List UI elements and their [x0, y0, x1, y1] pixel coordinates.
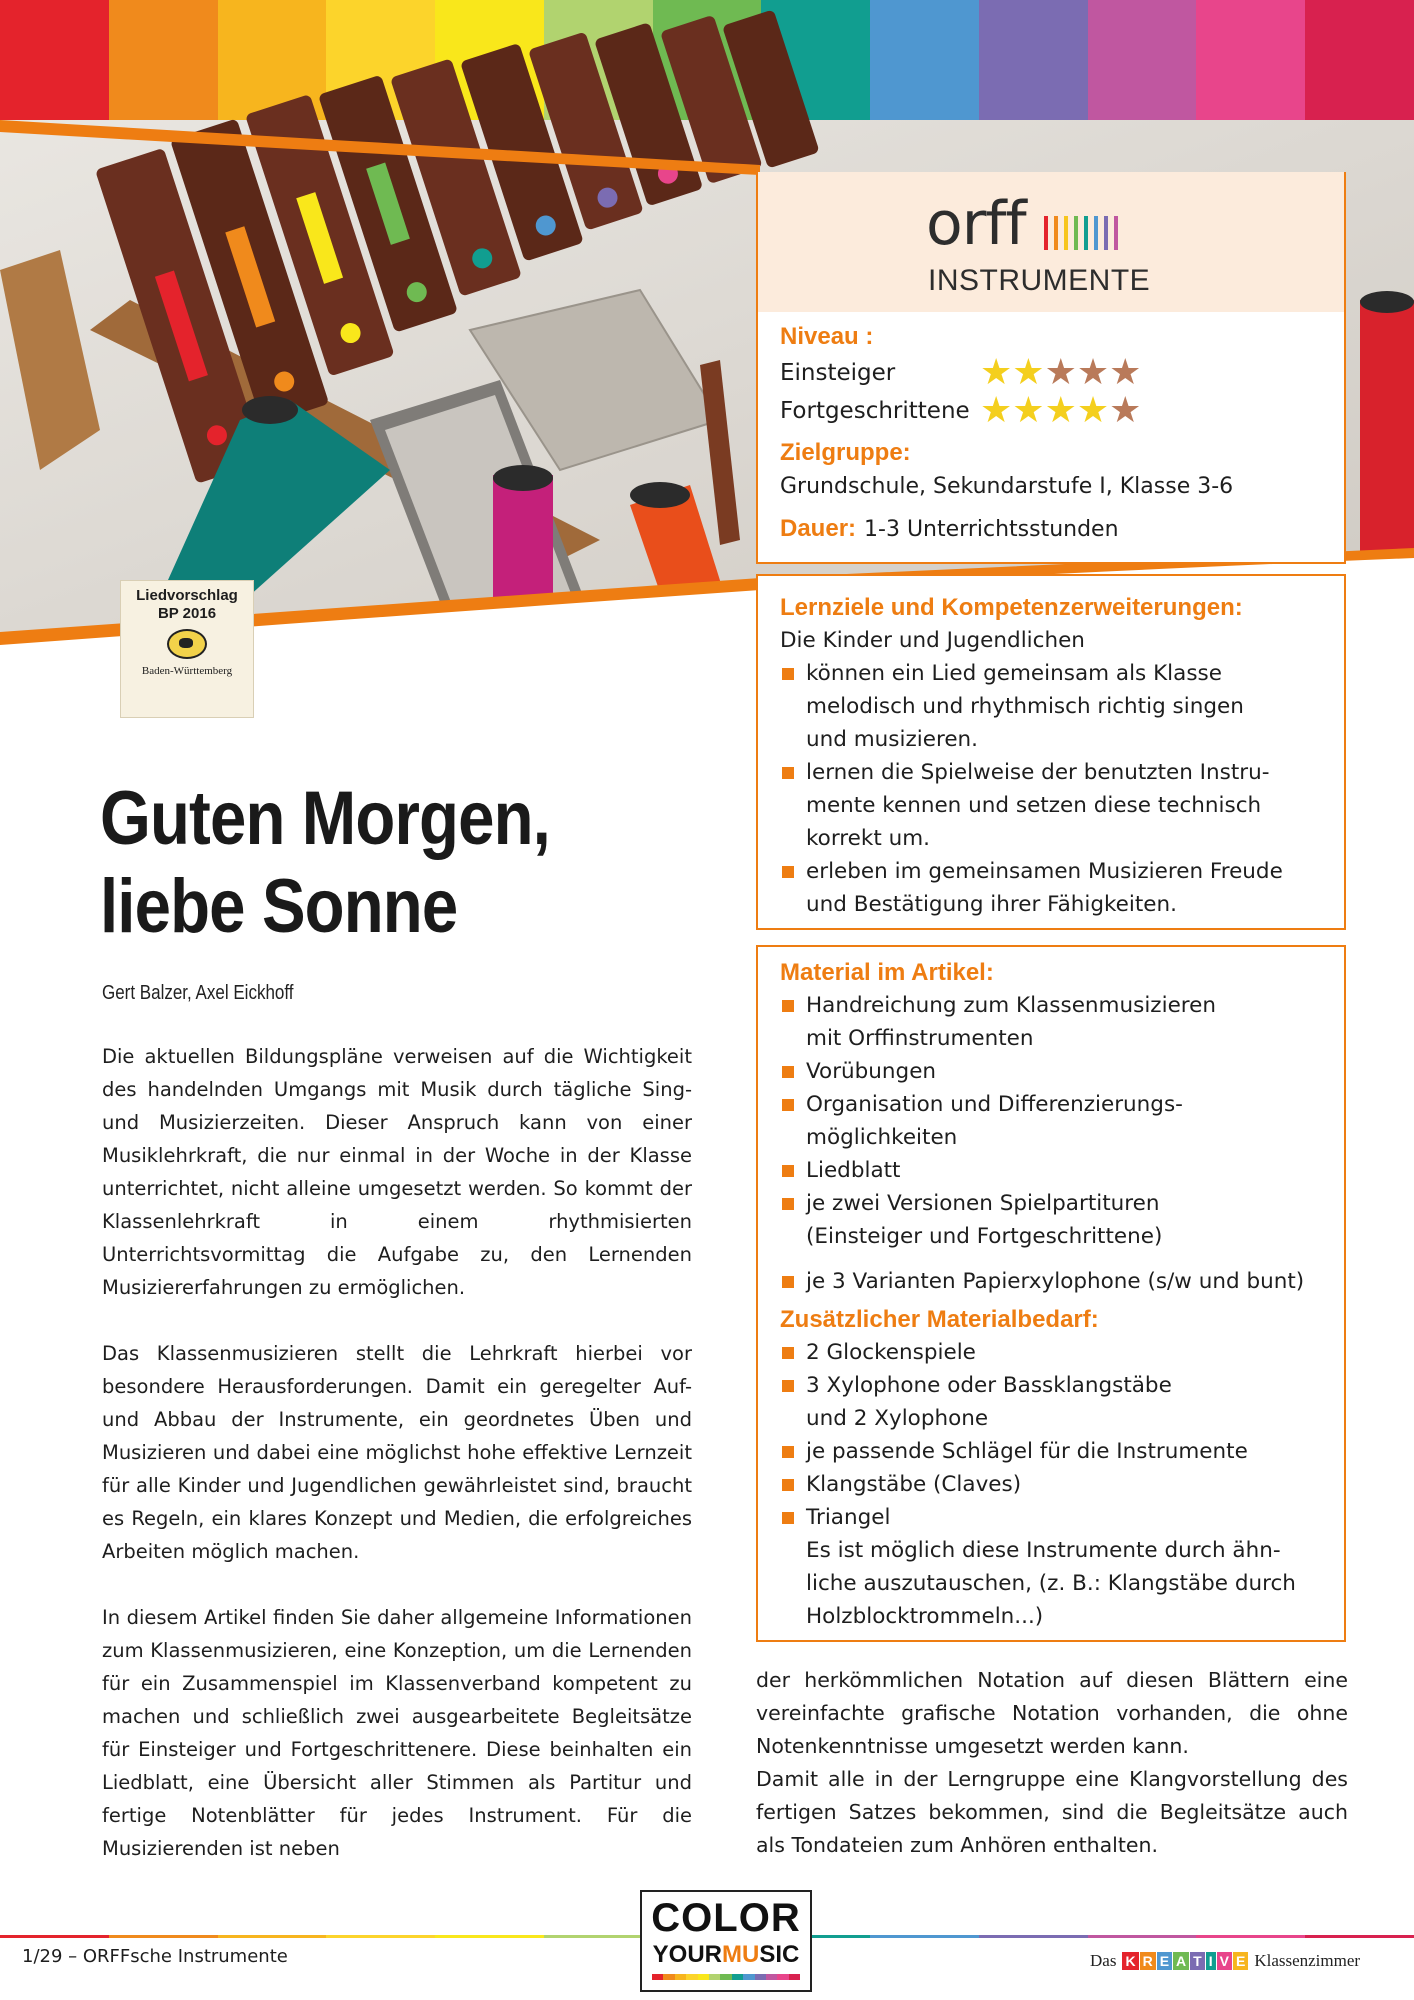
brand-line-2 [642, 1940, 810, 1970]
goals-panel [756, 574, 1346, 930]
material-title: Material im Artikel: [780, 959, 994, 986]
kz-suffix: Klassenzimmer [1254, 1951, 1361, 1970]
seal-line-1: Liedvorschlag [136, 587, 238, 604]
list-item: 3 Xylophone oder Bassklangstäbe und 2 Xylophone [780, 1369, 1322, 1435]
list-item: je zwei Versionen Spielpartituren (Einsteiger und Fortgeschrittene) [780, 1187, 1322, 1253]
body-paragraph: Das Klassenmusizieren stellt die Lehrkraft hierbei vor besondere Herausforderungen. Damit ein geregelter Auf- und Abbau der Instrumente, ein geordnetes Üben und Musizieren und dabei eine möglichst hohe effektive Lernzeit für alle Kinder und Jugendlichen gewährleistet sind, braucht es Regeln, ein klares Konzept und Medien, die erfolgreiches Arbeiten möglich machen. [102, 1342, 692, 1563]
kz-word [1122, 1952, 1248, 1970]
level-list [780, 354, 1322, 430]
list-item: Vorübungen [780, 1055, 1322, 1088]
rainbow-segment [109, 1935, 218, 1938]
brand-line-1: COLOR [651, 1896, 801, 1940]
kz-prefix: Das [1090, 1951, 1117, 1970]
logo-bar [1084, 216, 1088, 250]
goals-intro: Die Kinder und Jugendlichen [780, 628, 1085, 653]
list-item: Handreichung zum Klassenmusizieren mit Orffinstrumenten [780, 989, 1322, 1055]
kz-letter: V [1217, 1952, 1232, 1970]
rainbow-segment [326, 1935, 435, 1938]
extra-material-title: Zusätzlicher Materialbedarf: [780, 1306, 1099, 1333]
goals-list [780, 657, 1322, 921]
logo-main: orff [926, 189, 1026, 259]
extra-material-list [780, 1336, 1322, 1633]
level-name: Einsteiger [780, 360, 896, 386]
body-paragraph: Damit alle in der Lerngruppe eine Klangvorstellung des fertigen Satzes bekommen, sind die Begleitsätze auch als Tondateien zum Anhören enthalten. [756, 1767, 1348, 1857]
logo-bar [1104, 216, 1108, 250]
red-tube-right [1360, 291, 1414, 570]
rainbow-segment [789, 1974, 800, 1980]
rainbow-segment [777, 1974, 788, 1980]
list-item: je 3 Varianten Papierxylophone (s/w und bunt) [780, 1265, 1322, 1298]
list-item: können ein Lied gemeinsam als Klasse melodisch und rhythmisch richtig singen und musizieren. [780, 657, 1322, 756]
rainbow-segment [435, 1935, 544, 1938]
rainbow-segment [979, 1935, 1088, 1938]
rainbow-segment [1196, 1935, 1305, 1938]
material-panel [756, 945, 1346, 1642]
goals-title: Lernziele und Kompetenzerweiterungen: [780, 594, 1243, 621]
rainbow-segment [755, 1974, 766, 1980]
page-footer: 1/29 – ORFFsche Instrumente [22, 1946, 288, 1967]
kz-letter: K [1122, 1952, 1138, 1970]
level-row [780, 392, 1322, 430]
rainbow-segment [720, 1974, 731, 1980]
rainbow-segment [0, 1935, 109, 1938]
rainbow-segment [1305, 1935, 1414, 1938]
star-icon: ★ [980, 352, 1013, 393]
kz-letter: I [1206, 1952, 1216, 1970]
logo-bars-icon [1044, 216, 1118, 250]
list-item: Triangel Es ist möglich diese Instrumente durch ähn- liche auszutauschen, (z. B.: Klangstäbe durch Holzblocktrommeln...) [780, 1501, 1322, 1633]
star-rating [980, 352, 1142, 393]
kz-letter: R [1140, 1952, 1156, 1970]
zielgruppe-label: Zielgruppe: [780, 439, 911, 466]
rainbow-segment [743, 1974, 754, 1980]
brand-your: YOUR [652, 1941, 722, 1968]
seal-caption: Baden-Württemberg [141, 665, 233, 677]
logo-bar [1094, 216, 1098, 250]
kz-letter: E [1157, 1952, 1172, 1970]
logo-bar [1114, 216, 1118, 250]
list-item: Organisation und Differenzierungs- möglichkeiten [780, 1088, 1322, 1154]
level-name: Fortgeschrittene [780, 398, 970, 424]
info-panel [756, 172, 1346, 564]
dauer-value: 1-3 Unterrichtsstunden [864, 517, 1119, 542]
rainbow-segment [698, 1974, 709, 1980]
orff-logo [758, 172, 1344, 312]
body-paragraph: Die aktuellen Bildungspläne verweisen auf die Wichtigkeit des handelnden Umgangs mit Musik durch tägliche Sing- und Musizierzeiten. Dieser Anspruch kann von einer Musiklehrkraft, die nur einmal in der Woche in der Klasse unterrichtet, nicht alleine umgesetzt werden. So kommt der Klassenlehrkraft in einem rhythmisierten Unterrichtsvormittag die Aufgabe zu, den Lernenden Musiziererfahrungen zu ermöglichen. [102, 1045, 692, 1299]
curriculum-seal [120, 580, 254, 718]
zielgruppe-value: Grundschule, Sekundarstufe I, Klasse 3-6 [780, 474, 1234, 499]
seal-line-2: BP 2016 [157, 605, 217, 622]
niveau-label: Niveau : [780, 323, 874, 350]
body-paragraph: In diesem Artikel finden Sie daher allgemeine Informationen zum Klassenmusizieren, eine Konzeption, um die Lernenden für ein Zusammenspiel im Klassenverband kompetent zu machen und schließlich zwei ausgearbeitete Begleitsätze für Einsteiger und Fortgeschrittenere. Diese beinhalten ein Liedblatt, eine Übersicht aller Stimmen als Partitur und fertige Notenblätter für jedes Instrument. Für die Musizierenden ist neben [102, 1606, 692, 1860]
rainbow-segment [709, 1974, 720, 1980]
list-item: je passende Schlägel für die Instrumente [780, 1435, 1322, 1468]
body-text [102, 1040, 692, 1898]
dauer-label: Dauer: [780, 515, 857, 542]
logo-bar [1054, 216, 1058, 250]
title-line-2: liebe Sonne [100, 864, 458, 949]
logo-bar [1074, 216, 1078, 250]
kz-letter: A [1173, 1952, 1189, 1970]
rainbow-segment [870, 1935, 979, 1938]
star-icon: ★ [1044, 390, 1077, 431]
star-icon: ★ [1012, 352, 1045, 393]
list-item: Liedblatt [780, 1154, 1322, 1187]
star-rating [980, 390, 1142, 431]
rainbow-segment [675, 1974, 686, 1980]
list-item: 2 Glockenspiele [780, 1336, 1322, 1369]
baden-wuerttemberg-crest-icon [167, 629, 207, 659]
logo-sub: INSTRUMENTE [928, 264, 1151, 297]
rainbow-segment [652, 1974, 663, 1980]
color-your-music-logo [640, 1890, 812, 1992]
rainbow-segment [544, 1935, 653, 1938]
rainbow-segment [1088, 1935, 1197, 1938]
star-icon: ★ [1076, 352, 1110, 393]
logo-bar [1064, 216, 1068, 250]
star-icon: ★ [1109, 390, 1142, 431]
star-icon: ★ [1012, 390, 1045, 431]
material-list [780, 989, 1322, 1298]
list-item: Klangstäbe (Claves) [780, 1468, 1322, 1501]
rainbow-segment [766, 1974, 777, 1980]
brand-rainbow-bar [652, 1974, 800, 1980]
rainbow-segment [686, 1974, 697, 1980]
rainbow-segment [732, 1974, 743, 1980]
kz-letter: T [1190, 1952, 1205, 1970]
continued-text [756, 1664, 1348, 1862]
kreative-klassenzimmer-logo [1090, 1951, 1360, 1971]
star-icon: ★ [1109, 352, 1142, 393]
rainbow-segment [663, 1974, 674, 1980]
page-title [100, 775, 633, 951]
list-item: lernen die Spielweise der benutzten Instru- mente kennen und setzen diese technisch korrekt um. [780, 756, 1322, 855]
logo-bar [1044, 216, 1048, 250]
rainbow-segment [218, 1935, 327, 1938]
body-paragraph: der herkömmlichen Notation auf diesen Blättern eine vereinfachte grafische Notation vorhanden, die ohne Notenkenntnisse umgesetzt werden kann. [756, 1668, 1348, 1758]
star-icon: ★ [980, 390, 1013, 431]
title-line-1: Guten Morgen, [100, 776, 550, 861]
list-item: erleben im gemeinsamen Musizieren Freude und Bestätigung ihrer Fähigkeiten. [780, 855, 1322, 921]
star-icon: ★ [1076, 390, 1110, 431]
kz-letter: E [1233, 1952, 1248, 1970]
authors: Gert Balzer, Axel Eickhoff [102, 982, 294, 1004]
brand-mu: MU [722, 1941, 760, 1968]
brand-sic: SIC [759, 1941, 800, 1968]
level-row [780, 354, 1322, 392]
star-icon: ★ [1044, 352, 1077, 393]
